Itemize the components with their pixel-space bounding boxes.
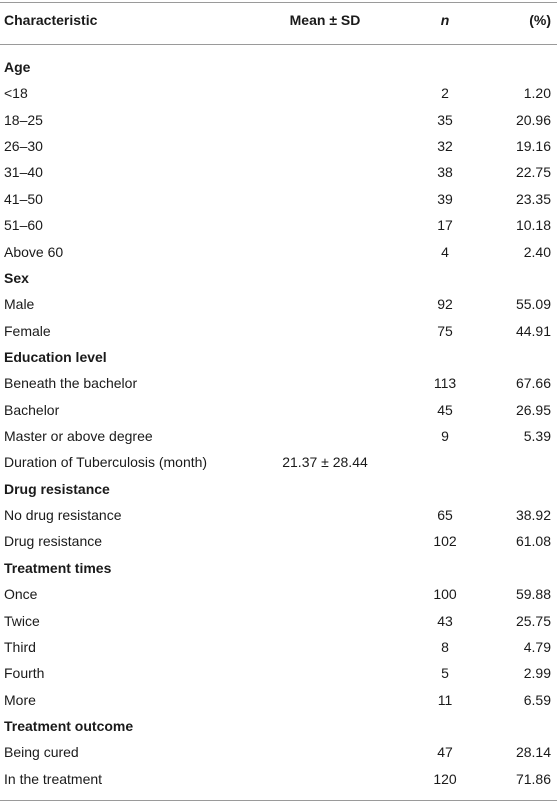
cell-percent: 44.91	[515, 322, 551, 339]
cell-n: 47	[437, 744, 453, 761]
cell-n: 65	[437, 507, 453, 524]
table-row	[0, 660, 557, 686]
table-row	[0, 766, 557, 792]
cell-characteristic: Age	[4, 59, 31, 75]
cell-percent: 55.09	[515, 296, 551, 313]
cell-characteristic: In the treatment	[4, 770, 103, 787]
cell-n: 35	[437, 111, 453, 128]
cell-characteristic: 51–60	[4, 217, 43, 234]
cell-percent: 23.35	[515, 190, 551, 207]
cell-characteristic: Duration of Tuberculosis (month)	[4, 454, 208, 471]
table-row	[0, 581, 557, 607]
section-header-row	[0, 344, 557, 370]
cell-percent: 61.08	[515, 533, 551, 550]
cell-characteristic: Sex	[4, 269, 29, 286]
cell-n: 45	[437, 401, 453, 418]
cell-percent: 20.96	[515, 111, 551, 128]
cell-n: 75	[437, 322, 453, 339]
cell-percent: 22.75	[515, 164, 551, 181]
cell-characteristic: More	[4, 691, 36, 708]
cell-percent: 25.75	[515, 612, 551, 629]
cell-percent: 2.40	[523, 243, 551, 260]
cell-n: 9	[441, 428, 449, 445]
table-row	[0, 318, 557, 344]
cell-percent: 6.59	[523, 691, 551, 708]
cell-characteristic: Male	[4, 296, 35, 313]
table-row	[0, 687, 557, 713]
cell-characteristic: Fourth	[4, 665, 45, 682]
cell-percent: 28.14	[515, 744, 551, 761]
cell-percent: 38.92	[515, 507, 551, 524]
cell-n: 8	[441, 638, 449, 655]
cell-n: 32	[437, 138, 453, 155]
table-row	[0, 239, 557, 265]
header-n: n	[440, 12, 450, 28]
cell-percent: 10.18	[515, 217, 551, 234]
cell-mean-sd: 21.37 ± 28.44	[282, 454, 368, 471]
cell-characteristic: Once	[4, 586, 38, 603]
cell-characteristic: 41–50	[4, 190, 43, 207]
table-row	[0, 608, 557, 634]
table-row	[0, 80, 557, 106]
section-header-row	[0, 54, 557, 80]
cell-percent: 1.20	[523, 85, 551, 102]
section-header-row	[0, 265, 557, 291]
cell-n: 92	[437, 296, 453, 313]
cell-n: 43	[437, 612, 453, 629]
cell-characteristic: Master or above degree	[4, 428, 153, 445]
table-row	[0, 291, 557, 317]
header-rule	[0, 44, 557, 45]
section-header-row	[0, 713, 557, 739]
cell-percent: 2.99	[523, 665, 551, 682]
table-bottom-rule	[0, 800, 557, 801]
cell-percent: 71.86	[515, 770, 551, 787]
cell-n: 120	[433, 770, 457, 787]
cell-characteristic: <18	[4, 85, 28, 102]
table-top-rule	[0, 2, 557, 3]
table-row	[0, 502, 557, 528]
header-mean-sd: Mean ± SD	[289, 12, 361, 28]
cell-percent: 19.16	[515, 138, 551, 155]
cell-percent: 26.95	[515, 401, 551, 418]
table-row	[0, 107, 557, 133]
cell-n: 38	[437, 164, 453, 181]
cell-n: 113	[433, 375, 457, 392]
cell-characteristic: 31–40	[4, 164, 43, 181]
section-header-row	[0, 555, 557, 581]
cell-characteristic: Female	[4, 322, 51, 339]
cell-characteristic: Bachelor	[4, 401, 60, 418]
cell-characteristic: 18–25	[4, 111, 43, 128]
cell-n: 11	[437, 691, 453, 708]
section-header-row	[0, 476, 557, 502]
cell-characteristic: Above 60	[4, 243, 64, 260]
cell-n: 17	[437, 217, 453, 234]
cell-n: 100	[433, 586, 457, 603]
cell-percent: 4.79	[523, 638, 551, 655]
cell-characteristic: Treatment times	[4, 559, 112, 576]
cell-characteristic: Drug resistance	[4, 533, 103, 550]
cell-characteristic: Twice	[4, 612, 40, 629]
cell-characteristic: 26–30	[4, 138, 43, 155]
table-row	[0, 370, 557, 396]
table-row	[0, 186, 557, 212]
cell-n: 2	[441, 85, 449, 102]
table-row	[0, 739, 557, 765]
cell-characteristic: No drug resistance	[4, 507, 122, 524]
table-row	[0, 133, 557, 159]
cell-percent: 59.88	[515, 586, 551, 603]
table-row	[0, 528, 557, 554]
table-row	[0, 159, 557, 185]
cell-characteristic: Beneath the bachelor	[4, 375, 138, 392]
cell-characteristic: Drug resistance	[4, 480, 110, 497]
table-row	[0, 212, 557, 238]
cell-n: 102	[433, 533, 457, 550]
cell-n: 5	[441, 665, 449, 682]
header-percent: (%)	[529, 12, 551, 28]
cell-characteristic: Education level	[4, 348, 107, 365]
cell-percent: 67.66	[515, 375, 551, 392]
cell-characteristic: Being cured	[4, 744, 79, 761]
cell-n: 4	[441, 243, 449, 260]
cell-characteristic: Third	[4, 638, 36, 655]
table-header-row	[0, 7, 557, 33]
cell-characteristic: Treatment outcome	[4, 718, 134, 734]
table-row	[0, 634, 557, 660]
cell-percent: 5.39	[523, 428, 551, 445]
table-row	[0, 449, 557, 475]
cell-n: 39	[437, 190, 453, 207]
table-row	[0, 423, 557, 449]
header-characteristic: Characteristic	[4, 12, 98, 28]
table-row	[0, 397, 557, 423]
